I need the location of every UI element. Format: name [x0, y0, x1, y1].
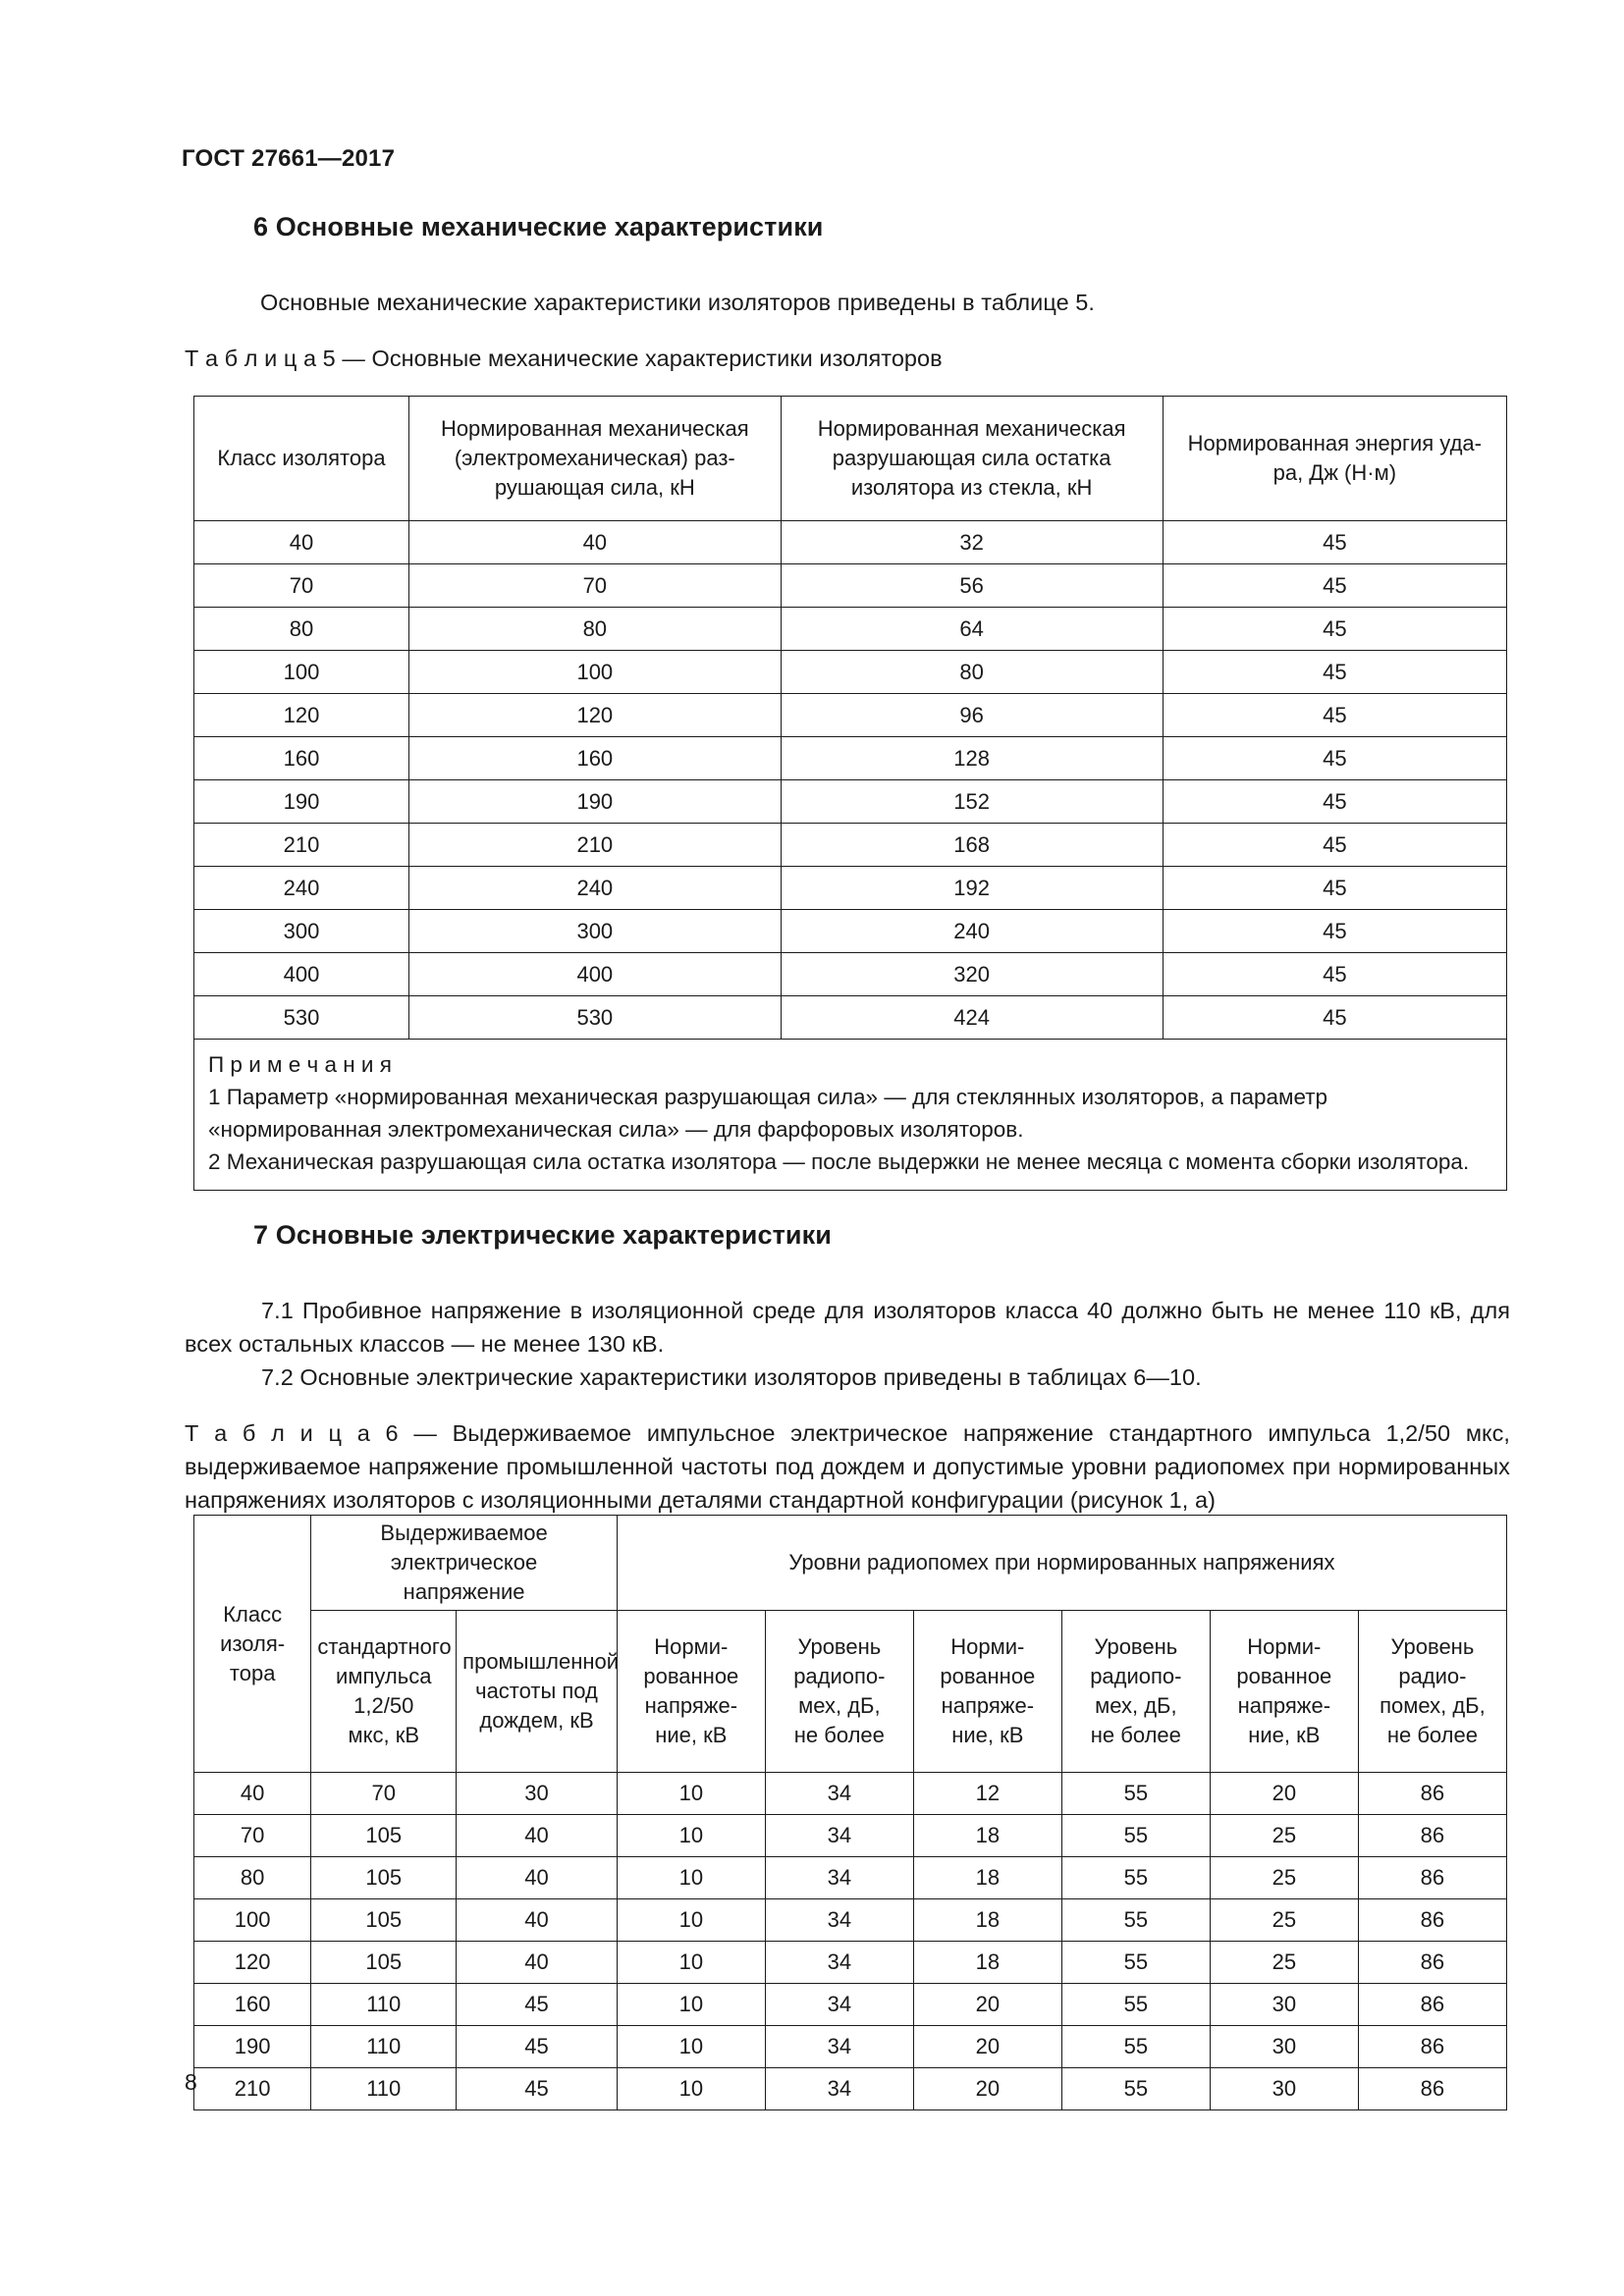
- section-heading-7: 7 Основные электрические характеристики: [253, 1220, 832, 1250]
- table6-sub4-l2: рованное: [940, 1664, 1036, 1688]
- table-cell: 18: [913, 1857, 1061, 1899]
- table-cell: 34: [765, 1773, 913, 1815]
- table-cell: 128: [781, 737, 1163, 780]
- table-cell: 45: [1163, 521, 1506, 564]
- table6-caption: [185, 1416, 1510, 1517]
- table-cell: 110: [311, 1984, 457, 2026]
- table-cell: 34: [765, 1815, 913, 1857]
- table6-col-impulse: [311, 1611, 457, 1773]
- table-cell: 55: [1061, 1984, 1210, 2026]
- table6-sub7-l2: радио-: [1398, 1664, 1467, 1688]
- table-cell: 70: [408, 564, 781, 608]
- table6-sub7-l1: Уровень: [1390, 1634, 1475, 1659]
- table-cell: 530: [408, 996, 781, 1040]
- table-cell: 300: [194, 910, 409, 953]
- table5-note-2: 2 Механическая разрушающая сила остатка изолятора — после выдержки не менее месяца с момента сборки изолятора.: [208, 1149, 1470, 1174]
- table-cell: 34: [765, 1984, 913, 2026]
- table-cell: 80: [408, 608, 781, 651]
- table-cell: 55: [1061, 2068, 1210, 2110]
- table-cell: 190: [194, 2026, 311, 2068]
- table-cell: 20: [913, 2026, 1061, 2068]
- section-heading-6: 6 Основные механические характеристики: [253, 212, 824, 241]
- table6-sub6-l4: ние, кВ: [1248, 1723, 1321, 1747]
- table-cell: 105: [311, 1942, 457, 1984]
- table6-group1-line2: напряжение: [403, 1579, 525, 1604]
- table6-body: [194, 1773, 1507, 2110]
- table-cell: 40: [457, 1815, 618, 1857]
- table-cell: 190: [194, 780, 409, 824]
- table6-col-class-line3: тора: [229, 1660, 276, 1685]
- table-cell: 18: [913, 1942, 1061, 1984]
- table-row: [194, 1899, 1507, 1942]
- running-header: ГОСТ 27661—2017: [182, 145, 396, 172]
- table-cell: 96: [781, 694, 1163, 737]
- table-row: [194, 1942, 1507, 1984]
- table-cell: 10: [617, 2068, 765, 2110]
- table-cell: 100: [194, 1899, 311, 1942]
- table-cell: 45: [1163, 564, 1506, 608]
- table-cell: 105: [311, 1815, 457, 1857]
- table-cell: 80: [194, 608, 409, 651]
- table6-group-radio-interference: Уровни радиопомех при нормированных напряжениях: [617, 1516, 1506, 1611]
- table6-sub7-l3: помех, дБ,: [1380, 1693, 1486, 1718]
- table-cell: 152: [781, 780, 1163, 824]
- table-cell: 45: [1163, 737, 1506, 780]
- table-cell: 120: [194, 694, 409, 737]
- table-cell: 240: [408, 867, 781, 910]
- table-cell: 40: [194, 521, 409, 564]
- table-cell: 10: [617, 2026, 765, 2068]
- table-cell: 40: [457, 1899, 618, 1942]
- table6-sub4-l1: Норми-: [950, 1634, 1025, 1659]
- table-cell: 34: [765, 1857, 913, 1899]
- table-cell: 25: [1210, 1815, 1358, 1857]
- table-cell: 40: [408, 521, 781, 564]
- table5-col-force-line1: Нормированная механическая: [440, 416, 749, 441]
- table5-col-impact: [1163, 397, 1506, 521]
- table-cell: 20: [913, 1984, 1061, 2026]
- table-cell: 40: [194, 1773, 311, 1815]
- table-row: [194, 694, 1507, 737]
- table-cell: 12: [913, 1773, 1061, 1815]
- table6-sub5-l2: радиопо-: [1090, 1664, 1182, 1688]
- table-cell: 86: [1358, 2068, 1506, 2110]
- table-cell: 190: [408, 780, 781, 824]
- paragraph-7-2: 7.2 Основные электрические характеристики изоляторов приведены в таблицах 6—10.: [261, 1364, 1202, 1390]
- table5-col-residual-line1: Нормированная механическая: [817, 416, 1126, 441]
- table-cell: 240: [194, 867, 409, 910]
- table-cell: 18: [913, 1899, 1061, 1942]
- table-cell: 45: [457, 1984, 618, 2026]
- table5-col-class: [194, 397, 409, 521]
- table6-sub6-l1: Норми-: [1247, 1634, 1322, 1659]
- table-cell: 55: [1061, 1942, 1210, 1984]
- table-cell: 110: [311, 2068, 457, 2110]
- table-cell: 45: [457, 2026, 618, 2068]
- table6-sub1-l2: частоты под: [475, 1679, 598, 1703]
- table-row: [194, 737, 1507, 780]
- table6-group-withstand-voltage: [311, 1516, 618, 1611]
- table6-sub6-l3: напряже-: [1237, 1693, 1331, 1718]
- table-cell: 30: [1210, 2026, 1358, 2068]
- table6-col-rilevel-2: [1061, 1611, 1210, 1773]
- table-cell: 45: [1163, 867, 1506, 910]
- table-cell: 30: [1210, 2068, 1358, 2110]
- table6-col-rilevel-3: [1358, 1611, 1506, 1773]
- table6-group1-line1: Выдерживаемое электрическое: [380, 1521, 548, 1575]
- table-row: [194, 867, 1507, 910]
- table-cell: 86: [1358, 1773, 1506, 1815]
- table-cell: 55: [1061, 2026, 1210, 2068]
- table-cell: 210: [194, 2068, 311, 2110]
- table6-col-ratedvoltage-3: [1210, 1611, 1358, 1773]
- table-cell: 70: [194, 1815, 311, 1857]
- table-cell: 10: [617, 1899, 765, 1942]
- table-cell: 400: [408, 953, 781, 996]
- table-cell: 20: [913, 2068, 1061, 2110]
- table-cell: 80: [781, 651, 1163, 694]
- table-cell: 86: [1358, 1857, 1506, 1899]
- table-cell: 45: [1163, 651, 1506, 694]
- table-cell: 86: [1358, 1899, 1506, 1942]
- table6-sub7-l4: не более: [1386, 1723, 1478, 1747]
- table-row: [194, 608, 1507, 651]
- table5-col-residual: [781, 397, 1163, 521]
- table-cell: 86: [1358, 1984, 1506, 2026]
- table6-sub5-l3: мех, дБ,: [1095, 1693, 1177, 1718]
- table6-caption-label: Т а б л и ц а 6: [185, 1420, 399, 1446]
- table-cell: 55: [1061, 1899, 1210, 1942]
- table5-col-force-line2: (электромеханическая) раз-: [454, 446, 735, 470]
- table-cell: 120: [194, 1942, 311, 1984]
- table-cell: 160: [408, 737, 781, 780]
- table-cell: 110: [311, 2026, 457, 2068]
- table-cell: 530: [194, 996, 409, 1040]
- table5-col-class-line1: Класс изолятора: [217, 446, 386, 470]
- table-cell: 40: [457, 1857, 618, 1899]
- table-cell: 120: [408, 694, 781, 737]
- table6-sub5-l1: Уровень: [1094, 1634, 1178, 1659]
- table5-col-impact-line2: ра, Дж (Н·м): [1272, 460, 1397, 485]
- table5-col-force-line3: рушающая сила, кН: [494, 475, 695, 500]
- table-row: [194, 2026, 1507, 2068]
- table-cell: 210: [194, 824, 409, 867]
- table-row: [194, 910, 1507, 953]
- table5-note-1: 1 Параметр «нормированная механическая разрушающая сила» — для стеклянных изоляторов, а параметр «нормированная электромеханическая сила» — для фарфоровых изоляторов.: [208, 1085, 1328, 1142]
- table-cell: 45: [457, 2068, 618, 2110]
- table-cell: 45: [1163, 996, 1506, 1040]
- table-cell: 70: [194, 564, 409, 608]
- table-cell: 56: [781, 564, 1163, 608]
- table-cell: 34: [765, 1899, 913, 1942]
- table-cell: 45: [1163, 694, 1506, 737]
- table-cell: 70: [311, 1773, 457, 1815]
- table6-sub6-l2: рованное: [1236, 1664, 1332, 1688]
- table6-sub1-l3: дождем, кВ: [479, 1708, 594, 1733]
- table6-header-row-2: [194, 1611, 1507, 1773]
- table-row: [194, 2068, 1507, 2110]
- table-cell: 10: [617, 1942, 765, 1984]
- table-cell: 25: [1210, 1899, 1358, 1942]
- table-cell: 320: [781, 953, 1163, 996]
- table-cell: 55: [1061, 1773, 1210, 1815]
- table6-col-powerfreq-rain: [457, 1611, 618, 1773]
- paragraph-7-1: 7.1 Пробивное напряжение в изоляционной среде для изоляторов класса 40 должно быть не менее 110 кВ, для всех остальных классов — не менее 130 кВ.: [185, 1298, 1510, 1357]
- table-5: [193, 396, 1507, 1191]
- table-cell: 105: [311, 1857, 457, 1899]
- table5-notes-cell: [194, 1040, 1507, 1191]
- table-cell: 55: [1061, 1815, 1210, 1857]
- table6-sub3-l3: мех, дБ,: [798, 1693, 881, 1718]
- table-cell: 100: [408, 651, 781, 694]
- table6-sub4-l4: ние, кВ: [951, 1723, 1024, 1747]
- table-cell: 25: [1210, 1942, 1358, 1984]
- table-cell: 32: [781, 521, 1163, 564]
- table-row: [194, 953, 1507, 996]
- table-cell: 45: [1163, 780, 1506, 824]
- table-cell: 86: [1358, 1942, 1506, 1984]
- table6-col-class-line1: Класс: [223, 1601, 283, 1627]
- table-cell: 80: [194, 1857, 311, 1899]
- table-cell: 30: [457, 1773, 618, 1815]
- table-cell: 34: [765, 2068, 913, 2110]
- table-row: [194, 1857, 1507, 1899]
- table5-header-row: [194, 397, 1507, 521]
- table-cell: 424: [781, 996, 1163, 1040]
- table-cell: 10: [617, 1815, 765, 1857]
- table6-sub3-l1: Уровень: [797, 1634, 882, 1659]
- table6-caption-text: — Выдерживаемое импульсное электрическое напряжение стандартного импульса 1,2/50 мкс, выдерживаемое напряжение промышленной частоты под дождем и допустимые уровни радиопомех при нормированных напряжениях изоляторов с изоляционными деталями стандартной конфигурации (рисунок 1, а): [185, 1420, 1510, 1513]
- table-row: [194, 1815, 1507, 1857]
- table-row: [194, 780, 1507, 824]
- table-cell: 25: [1210, 1857, 1358, 1899]
- table6-sub4-l3: напряже-: [941, 1693, 1035, 1718]
- table-cell: 55: [1061, 1857, 1210, 1899]
- table-cell: 160: [194, 737, 409, 780]
- table-cell: 86: [1358, 2026, 1506, 2068]
- table5-col-force: [408, 397, 781, 521]
- section6-intro-paragraph: Основные механические характеристики изоляторов приведены в таблице 5.: [260, 290, 1095, 315]
- table6-sub2-l4: ние, кВ: [655, 1723, 728, 1747]
- table6-sub0-l3: мкс, кВ: [348, 1723, 420, 1747]
- table-cell: 168: [781, 824, 1163, 867]
- table5-notes-title: П р и м е ч а н и я: [208, 1052, 392, 1077]
- table5-caption-label: Т а б л и ц а 5: [185, 346, 336, 371]
- table-cell: 86: [1358, 1815, 1506, 1857]
- table-cell: 30: [1210, 1984, 1358, 2026]
- table6-sub2-l3: напряже-: [644, 1693, 738, 1718]
- table5-col-residual-line2: разрушающая сила остатка: [832, 446, 1111, 470]
- table5-col-residual-line3: изолятора из стекла, кН: [850, 475, 1093, 500]
- table-row: [194, 1773, 1507, 1815]
- table6-col-class: [194, 1516, 311, 1773]
- table5-notes-row: [194, 1040, 1507, 1191]
- table-cell: 10: [617, 1984, 765, 2026]
- table5-caption: [185, 342, 943, 375]
- table-cell: 40: [457, 1942, 618, 1984]
- table-cell: 45: [1163, 953, 1506, 996]
- table-cell: 45: [1163, 824, 1506, 867]
- table5-caption-text: — Основные механические характеристики изоляторов: [335, 346, 943, 371]
- table-cell: 20: [1210, 1773, 1358, 1815]
- table6-sub5-l4: не более: [1090, 1723, 1181, 1747]
- table-cell: 10: [617, 1857, 765, 1899]
- table6-sub1-l1: промышленной: [462, 1649, 620, 1674]
- table-cell: 18: [913, 1815, 1061, 1857]
- table-cell: 192: [781, 867, 1163, 910]
- table6-col-ratedvoltage-1: [617, 1611, 765, 1773]
- table-cell: 240: [781, 910, 1163, 953]
- table5-body: [194, 521, 1507, 1040]
- table-cell: 210: [408, 824, 781, 867]
- table-cell: 34: [765, 1942, 913, 1984]
- page-number: 8: [185, 2069, 197, 2095]
- table-cell: 100: [194, 651, 409, 694]
- table-6: [193, 1515, 1507, 2110]
- table6-sub2-l1: Норми-: [654, 1634, 729, 1659]
- table-row: [194, 521, 1507, 564]
- table6-sub0-l1: стандартного: [317, 1634, 452, 1659]
- table6-sub3-l2: радиопо-: [793, 1664, 886, 1688]
- table-row: [194, 651, 1507, 694]
- table-cell: 64: [781, 608, 1163, 651]
- table6-sub3-l4: не более: [793, 1723, 885, 1747]
- table-cell: 10: [617, 1773, 765, 1815]
- table-row: [194, 564, 1507, 608]
- table6-header-row-1: [194, 1516, 1507, 1611]
- table-cell: 105: [311, 1899, 457, 1942]
- table-cell: 34: [765, 2026, 913, 2068]
- table6-col-ratedvoltage-2: [913, 1611, 1061, 1773]
- table5-col-impact-line1: Нормированная энергия уда-: [1187, 431, 1482, 455]
- table6-sub2-l2: рованное: [643, 1664, 739, 1688]
- table6-sub0-l2: импульса 1,2/50: [336, 1664, 432, 1718]
- table-row: [194, 1984, 1507, 2026]
- table-cell: 160: [194, 1984, 311, 2026]
- table-cell: 300: [408, 910, 781, 953]
- table-cell: 45: [1163, 910, 1506, 953]
- table-cell: 400: [194, 953, 409, 996]
- table6-col-class-line2: изоля-: [220, 1630, 286, 1656]
- table-row: [194, 824, 1507, 867]
- table6-col-rilevel-1: [765, 1611, 913, 1773]
- table-row: [194, 996, 1507, 1040]
- table-cell: 45: [1163, 608, 1506, 651]
